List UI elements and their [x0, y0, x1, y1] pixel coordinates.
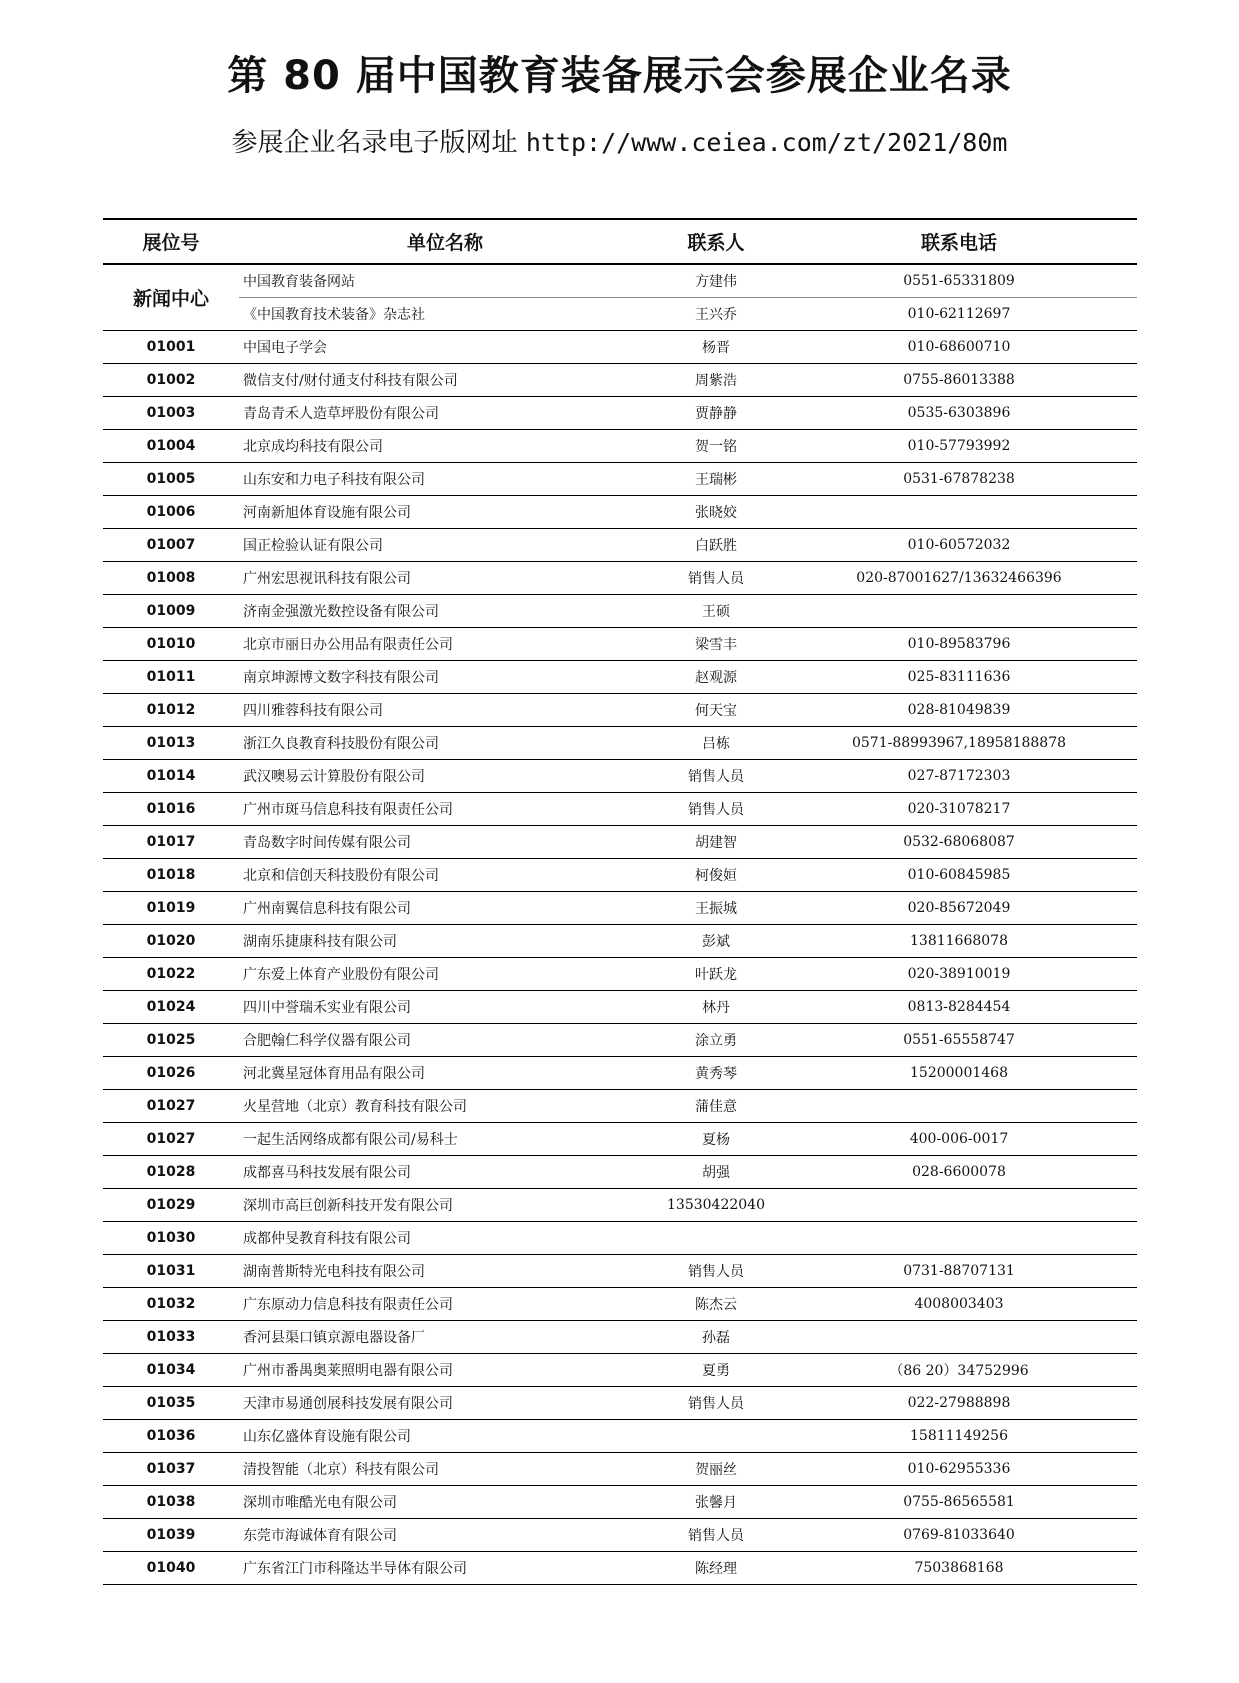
booth-number: 01018: [103, 859, 239, 892]
company-name: 广州宏思视讯科技有限公司: [239, 562, 651, 595]
contact-phone: 020-87001627/13632466396: [781, 562, 1137, 595]
table-row: [103, 264, 1137, 298]
column-header-contact: 联系人: [651, 219, 781, 264]
contact-phone: 4008003403: [781, 1288, 1137, 1321]
table-row: [103, 1156, 1137, 1189]
contact-person: 何天宝: [651, 694, 781, 727]
company-name: 深圳市高巨创新科技开发有限公司: [239, 1189, 651, 1222]
company-name: 北京和信创天科技股份有限公司: [239, 859, 651, 892]
contact-person: 销售人员: [651, 562, 781, 595]
table-row: [103, 595, 1137, 628]
contact-phone: 0532-68068087: [781, 826, 1137, 859]
contact-person: 贺丽丝: [651, 1453, 781, 1486]
company-name: 山东亿盛体育设施有限公司: [239, 1420, 651, 1453]
contact-person: 周紫浩: [651, 364, 781, 397]
contact-person: [651, 1420, 781, 1453]
booth-number: 01027: [103, 1123, 239, 1156]
contact-phone: 025-83111636: [781, 661, 1137, 694]
contact-person: 销售人员: [651, 793, 781, 826]
contact-phone: 028-81049839: [781, 694, 1137, 727]
table-row: [103, 892, 1137, 925]
company-name: 济南金强激光数控设备有限公司: [239, 595, 651, 628]
table-row: [103, 1420, 1137, 1453]
contact-person: 彭斌: [651, 925, 781, 958]
subtitle-url: http://www.ceiea.com/zt/2021/80m: [525, 128, 1008, 157]
booth-number: 01040: [103, 1552, 239, 1585]
contact-person: 孙磊: [651, 1321, 781, 1354]
booth-number: 01035: [103, 1387, 239, 1420]
column-header-company: 单位名称: [239, 219, 651, 264]
company-name: 四川中誉瑞禾实业有限公司: [239, 991, 651, 1024]
table-row: [103, 859, 1137, 892]
company-name: 微信支付/财付通支付科技有限公司: [239, 364, 651, 397]
contact-person: 叶跃龙: [651, 958, 781, 991]
booth-number: 01025: [103, 1024, 239, 1057]
table-row: [103, 1354, 1137, 1387]
table-row: [103, 1519, 1137, 1552]
contact-person: [651, 1222, 781, 1255]
table-row: [103, 958, 1137, 991]
contact-person: 夏杨: [651, 1123, 781, 1156]
table-row: [103, 1090, 1137, 1123]
table-row: [103, 727, 1137, 760]
company-name: 合肥翰仁科学仪器有限公司: [239, 1024, 651, 1057]
booth-number: 01017: [103, 826, 239, 859]
table-row: [103, 793, 1137, 826]
company-name: 青岛数字时间传媒有限公司: [239, 826, 651, 859]
company-name: 中国教育装备网站: [239, 264, 651, 298]
table-row: [103, 1288, 1137, 1321]
contact-person: 陈经理: [651, 1552, 781, 1585]
booth-number: 01007: [103, 529, 239, 562]
booth-number: 01024: [103, 991, 239, 1024]
contact-phone: 010-68600710: [781, 331, 1137, 364]
contact-phone: 010-62955336: [781, 1453, 1137, 1486]
contact-person: 杨晋: [651, 331, 781, 364]
booth-number: 01006: [103, 496, 239, 529]
booth-number: 01011: [103, 661, 239, 694]
contact-person: 王瑞彬: [651, 463, 781, 496]
contact-phone: 020-85672049: [781, 892, 1137, 925]
company-name: 成都仲旻教育科技有限公司: [239, 1222, 651, 1255]
table-row: [103, 1057, 1137, 1090]
contact-phone: 010-62112697: [781, 298, 1137, 331]
table-row: [103, 1123, 1137, 1156]
contact-phone: 010-57793992: [781, 430, 1137, 463]
booth-number: 01036: [103, 1420, 239, 1453]
group-label: 新闻中心: [103, 264, 239, 331]
table-header-row: [103, 219, 1137, 264]
contact-phone: 15200001468: [781, 1057, 1137, 1090]
contact-phone: 0769-81033640: [781, 1519, 1137, 1552]
contact-person: 销售人员: [651, 1255, 781, 1288]
booth-number: 01009: [103, 595, 239, 628]
column-header-phone: 联系电话: [781, 219, 1137, 264]
contact-person: 涂立勇: [651, 1024, 781, 1057]
table-row: [103, 1255, 1137, 1288]
company-name: 广东原动力信息科技有限责任公司: [239, 1288, 651, 1321]
booth-number: 01005: [103, 463, 239, 496]
company-name: 香河县渠口镇京源电器设备厂: [239, 1321, 651, 1354]
contact-phone: 010-60572032: [781, 529, 1137, 562]
booth-number: 01003: [103, 397, 239, 430]
company-name: 广东省江门市科隆达半导体有限公司: [239, 1552, 651, 1585]
booth-number: 01020: [103, 925, 239, 958]
contact-phone: 027-87172303: [781, 760, 1137, 793]
table-row: [103, 1189, 1137, 1222]
contact-person: 夏勇: [651, 1354, 781, 1387]
contact-person: 贺一铭: [651, 430, 781, 463]
contact-phone: 0535-6303896: [781, 397, 1137, 430]
booth-number: 01034: [103, 1354, 239, 1387]
table-row: [103, 694, 1137, 727]
contact-person: 赵观源: [651, 661, 781, 694]
contact-person: 柯俊姮: [651, 859, 781, 892]
table-row: [103, 397, 1137, 430]
table-row: [103, 1024, 1137, 1057]
company-name: 河北冀星冠体育用品有限公司: [239, 1057, 651, 1090]
table-row: [103, 562, 1137, 595]
booth-number: 01010: [103, 628, 239, 661]
company-name: 南京坤源博文数字科技有限公司: [239, 661, 651, 694]
contact-person: 销售人员: [651, 1387, 781, 1420]
company-name: 成都喜马科技发展有限公司: [239, 1156, 651, 1189]
table-row: [103, 1321, 1137, 1354]
company-name: 天津市易通创展科技发展有限公司: [239, 1387, 651, 1420]
company-name: 北京成均科技有限公司: [239, 430, 651, 463]
booth-number: 01037: [103, 1453, 239, 1486]
table-row: [103, 760, 1137, 793]
booth-number: 01029: [103, 1189, 239, 1222]
booth-number: 01038: [103, 1486, 239, 1519]
contact-person: 蒲佳意: [651, 1090, 781, 1123]
booth-number: 01028: [103, 1156, 239, 1189]
contact-phone: 13811668078: [781, 925, 1137, 958]
contact-person: 白跃胜: [651, 529, 781, 562]
contact-person: 张馨月: [651, 1486, 781, 1519]
company-name: 深圳市唯酷光电有限公司: [239, 1486, 651, 1519]
company-name: 广州南翼信息科技有限公司: [239, 892, 651, 925]
table-row: [103, 1453, 1137, 1486]
exhibitor-table: [103, 218, 1137, 1585]
contact-phone: 0571-88993967,18958188878: [781, 727, 1137, 760]
contact-phone: [781, 1222, 1137, 1255]
company-name: 湖南乐捷康科技有限公司: [239, 925, 651, 958]
contact-person: 13530422040: [651, 1189, 781, 1222]
table-row: [103, 463, 1137, 496]
contact-phone: [781, 1189, 1137, 1222]
company-name: 国正检验认证有限公司: [239, 529, 651, 562]
contact-person: 方建伟: [651, 264, 781, 298]
contact-person: 吕栋: [651, 727, 781, 760]
page-subtitle: [0, 122, 1239, 159]
table-row: [103, 430, 1137, 463]
booth-number: 01022: [103, 958, 239, 991]
company-name: 武汉噢易云计算股份有限公司: [239, 760, 651, 793]
contact-person: 林丹: [651, 991, 781, 1024]
table-row: [103, 298, 1137, 331]
booth-number: 01004: [103, 430, 239, 463]
contact-phone: 7503868168: [781, 1552, 1137, 1585]
company-name: 山东安和力电子科技有限公司: [239, 463, 651, 496]
booth-number: 01014: [103, 760, 239, 793]
contact-person: 胡建智: [651, 826, 781, 859]
company-name: 河南新旭体育设施有限公司: [239, 496, 651, 529]
table-row: [103, 496, 1137, 529]
booth-number: 01019: [103, 892, 239, 925]
company-name: 一起生活网络成都有限公司/易科士: [239, 1123, 651, 1156]
contact-phone: （86 20）34752996: [781, 1354, 1137, 1387]
company-name: 广州市斑马信息科技有限责任公司: [239, 793, 651, 826]
company-name: 北京市丽日办公用品有限责任公司: [239, 628, 651, 661]
company-name: 青岛青禾人造草坪股份有限公司: [239, 397, 651, 430]
booth-number: 01030: [103, 1222, 239, 1255]
table-row: [103, 1486, 1137, 1519]
company-name: 《中国教育技术装备》杂志社: [239, 298, 651, 331]
booth-number: 01012: [103, 694, 239, 727]
contact-phone: [781, 496, 1137, 529]
company-name: 火星营地（北京）教育科技有限公司: [239, 1090, 651, 1123]
booth-number: 01026: [103, 1057, 239, 1090]
booth-number: 01008: [103, 562, 239, 595]
contact-person: 胡强: [651, 1156, 781, 1189]
contact-phone: 15811149256: [781, 1420, 1137, 1453]
table-row: [103, 331, 1137, 364]
company-name: 湖南普斯特光电科技有限公司: [239, 1255, 651, 1288]
contact-person: 张晓姣: [651, 496, 781, 529]
booth-number: 01001: [103, 331, 239, 364]
contact-phone: 0731-88707131: [781, 1255, 1137, 1288]
table-row: [103, 991, 1137, 1024]
contact-person: 黄秀琴: [651, 1057, 781, 1090]
booth-number: 01002: [103, 364, 239, 397]
booth-number: 01013: [103, 727, 239, 760]
booth-number: 01016: [103, 793, 239, 826]
table-row: [103, 1222, 1137, 1255]
contact-person: 王兴乔: [651, 298, 781, 331]
table-row: [103, 1552, 1137, 1585]
column-header-booth: 展位号: [103, 219, 239, 264]
company-name: 中国电子学会: [239, 331, 651, 364]
contact-phone: 010-89583796: [781, 628, 1137, 661]
contact-phone: 022-27988898: [781, 1387, 1137, 1420]
table-row: [103, 1387, 1137, 1420]
table-row: [103, 661, 1137, 694]
contact-phone: 020-38910019: [781, 958, 1137, 991]
contact-phone: 010-60845985: [781, 859, 1137, 892]
table-row: [103, 628, 1137, 661]
contact-phone: [781, 1090, 1137, 1123]
contact-phone: 020-31078217: [781, 793, 1137, 826]
contact-person: 销售人员: [651, 760, 781, 793]
subtitle-label: 参展企业名录电子版网址: [231, 128, 526, 158]
contact-phone: 0755-86013388: [781, 364, 1137, 397]
booth-number: 01027: [103, 1090, 239, 1123]
booth-number: 01033: [103, 1321, 239, 1354]
booth-number: 01032: [103, 1288, 239, 1321]
company-name: 四川雅蓉科技有限公司: [239, 694, 651, 727]
company-name: 广州市番禺奥莱照明电器有限公司: [239, 1354, 651, 1387]
company-name: 广东爱上体育产业股份有限公司: [239, 958, 651, 991]
table-row: [103, 826, 1137, 859]
table-row: [103, 529, 1137, 562]
booth-number: 01039: [103, 1519, 239, 1552]
contact-phone: 400-006-0017: [781, 1123, 1137, 1156]
contact-phone: 0755-86565581: [781, 1486, 1137, 1519]
company-name: 浙江久良教育科技股份有限公司: [239, 727, 651, 760]
company-name: 东莞市海诚体育有限公司: [239, 1519, 651, 1552]
contact-person: 王硕: [651, 595, 781, 628]
contact-phone: 0531-67878238: [781, 463, 1137, 496]
contact-person: 陈杰云: [651, 1288, 781, 1321]
contact-phone: [781, 595, 1137, 628]
table-row: [103, 364, 1137, 397]
booth-number: 01031: [103, 1255, 239, 1288]
contact-phone: 0551-65558747: [781, 1024, 1137, 1057]
contact-person: 梁雪丰: [651, 628, 781, 661]
contact-phone: [781, 1321, 1137, 1354]
page-title: 第 80 届中国教育装备展示会参展企业名录: [227, 53, 1012, 99]
contact-phone: 0813-8284454: [781, 991, 1137, 1024]
table-row: [103, 925, 1137, 958]
contact-person: 销售人员: [651, 1519, 781, 1552]
contact-person: 王振城: [651, 892, 781, 925]
company-name: 清投智能（北京）科技有限公司: [239, 1453, 651, 1486]
contact-phone: 0551-65331809: [781, 264, 1137, 298]
contact-phone: 028-6600078: [781, 1156, 1137, 1189]
contact-person: 贾静静: [651, 397, 781, 430]
